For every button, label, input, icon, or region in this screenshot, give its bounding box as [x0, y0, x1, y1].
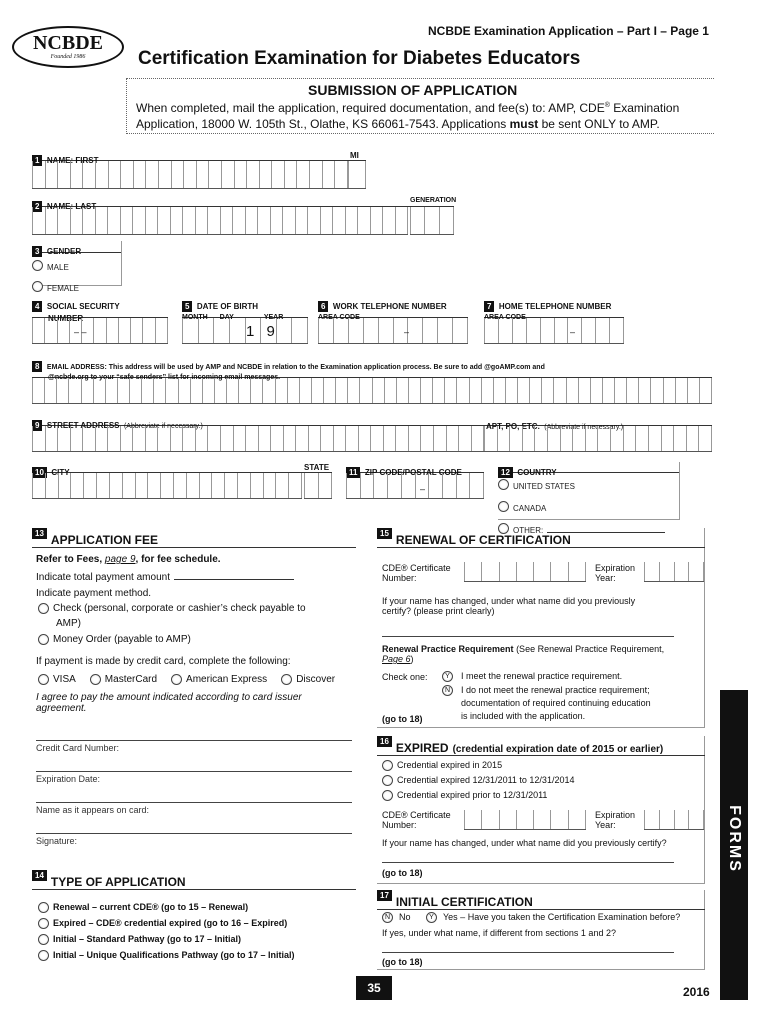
expired-exp-year-input[interactable] — [644, 810, 704, 830]
radio-circle-icon[interactable] — [32, 260, 43, 271]
card-label: VISA — [53, 674, 76, 686]
zip-input[interactable] — [346, 473, 484, 499]
gender-male-option[interactable] — [32, 257, 121, 275]
dob-input[interactable] — [182, 318, 308, 344]
renewal-no-line-3: is included with the application. — [461, 711, 586, 721]
footer-year: 2016 — [683, 985, 710, 999]
section-number: 14 — [32, 870, 47, 881]
exp-label-2: Year: — [595, 820, 616, 830]
section-number: 9 — [32, 420, 42, 431]
section-1-header — [32, 150, 366, 165]
section-number: 12 — [498, 467, 513, 478]
registered-mark: ® — [604, 102, 610, 109]
radio-circle-icon[interactable] — [32, 281, 43, 292]
section-7-header — [484, 296, 624, 321]
logo-text: NCBDE — [32, 32, 103, 54]
name-changed-line-1: If your name has changed, under what name did you previously — [382, 596, 636, 606]
apt-label: APT, PO, ETC. — [486, 422, 540, 431]
radio-circle-icon[interactable] — [171, 674, 182, 685]
radio-circle-icon[interactable] — [38, 902, 49, 913]
option-label: Credential expired in 2015 — [397, 760, 503, 770]
radio-circle-icon[interactable] — [90, 674, 101, 685]
work-phone-sep: – — [404, 327, 410, 337]
email-label: EMAIL ADDRESS: This address will be used by AMP and NCBDE in relation to the Examination application process. Be sure to add @goAMP.com and — [46, 364, 545, 371]
expired-name-changed: If your name has changed, under what name did you previously certify? — [382, 838, 667, 848]
section-5-header — [182, 296, 308, 321]
section-number: 8 — [32, 361, 42, 372]
ssn-separators: – – — [74, 327, 87, 337]
section-number: 5 — [182, 301, 192, 312]
option-label: I meet the renewal practice requirement. — [461, 671, 623, 681]
year-prefix: 1 9 — [246, 323, 279, 340]
country-canada-option[interactable] — [498, 498, 679, 516]
agree-text — [36, 692, 302, 714]
option-label: OTHER: — [513, 526, 544, 535]
name-last-label: NAME: LAST — [46, 202, 97, 211]
card-mastercard-option[interactable] — [90, 674, 157, 685]
payment-method-label: Indicate payment method. — [36, 588, 152, 599]
cert-label-1: CDE® Certificate — [382, 810, 451, 820]
renewal-goto: (go to 18) — [382, 714, 423, 724]
renewal-practice-yes-option[interactable] — [442, 671, 622, 682]
expired-cert-label — [382, 810, 451, 830]
year-label: YEAR — [263, 314, 284, 321]
section-17-header — [377, 890, 705, 910]
section-14-header — [32, 870, 356, 890]
submission-line1-text: When completed, mail the application, required documentation, and fee(s) to: AMP, CDE — [136, 101, 605, 115]
mi-label: MI — [350, 151, 359, 160]
submission-line1-end: Examination — [609, 101, 680, 115]
expired-2015-option[interactable] — [382, 760, 502, 771]
expired-title: EXPIRED — [395, 741, 449, 755]
refer-text: Refer to Fees, — [36, 554, 105, 565]
option-label: Initial – Unique Qualifications Pathway (go to 17 – Initial) — [53, 950, 295, 960]
section-number: 13 — [32, 528, 47, 539]
expired-2011-2014-option[interactable] — [382, 775, 574, 786]
radio-y-icon[interactable]: Y — [426, 912, 437, 923]
renewal-title: RENEWAL OF CERTIFICATION — [395, 533, 571, 547]
day-label: DAY — [219, 314, 234, 321]
radio-circle-icon[interactable] — [38, 918, 49, 929]
section-number: 6 — [318, 301, 328, 312]
total-amount-input[interactable] — [174, 579, 294, 580]
renewal-exp-year-input[interactable] — [644, 562, 704, 582]
city-label: CITY — [51, 468, 70, 477]
gender-female-option[interactable] — [32, 278, 121, 296]
type-of-application-title: TYPE OF APPLICATION — [50, 875, 186, 889]
street-input[interactable] — [32, 426, 484, 452]
radio-circle-icon[interactable] — [38, 634, 49, 645]
radio-circle-icon[interactable] — [38, 934, 49, 945]
month-label: MONTH — [182, 314, 208, 321]
radio-circle-icon[interactable] — [38, 603, 49, 614]
ssn-input[interactable] — [32, 318, 168, 344]
card-type-row — [38, 674, 335, 685]
agree-line-1: I agree to pay the amount indicated according to card issuer — [36, 692, 302, 703]
home-phone-label: HOME TELEPHONE NUMBER — [498, 302, 612, 311]
section-number: 16 — [377, 736, 392, 747]
payment-check-option[interactable] — [38, 603, 306, 614]
gender-label: GENDER — [46, 247, 82, 256]
radio-circle-icon[interactable] — [38, 674, 49, 685]
initial-previous-name-line[interactable] — [382, 952, 674, 953]
submission-line2-end: be sent ONLY to AMP. — [538, 117, 660, 131]
fee-total-row — [36, 572, 294, 583]
name-on-card-label: Name as it appears on card: — [36, 805, 150, 815]
refer-text-end: , for fee schedule. — [135, 554, 221, 565]
application-fee-title: APPLICATION FEE — [50, 533, 159, 547]
option-label: Yes – Have you taken the Certification Examination before? — [443, 912, 681, 922]
section-13-header — [32, 528, 356, 548]
renewal-cert-number-input[interactable] — [464, 562, 586, 582]
initial-goto: (go to 18) — [382, 957, 423, 967]
option-label: MALE — [47, 263, 69, 272]
cert-label-1: CDE® Certificate — [382, 563, 451, 573]
type-initial-standard-option[interactable] — [38, 934, 241, 945]
section-number: 7 — [484, 301, 494, 312]
exp-label-1: Expiration — [595, 563, 636, 573]
expired-prior-2011-option[interactable] — [382, 790, 547, 801]
radio-n-icon[interactable]: N — [382, 912, 393, 923]
option-label: I do not meet the renewal practice requirement; — [461, 685, 650, 695]
option-label: Renewal – current CDE® (go to 15 – Renewal) — [53, 902, 249, 912]
option-label: Expired – CDE® credential expired (go to 16 – Expired) — [53, 918, 288, 928]
expired-previous-name-line[interactable] — [382, 862, 674, 863]
section-4-header — [32, 296, 168, 323]
radio-circle-icon[interactable] — [281, 674, 292, 685]
option-label: UNITED STATES — [513, 482, 575, 491]
radio-circle-icon[interactable] — [38, 950, 49, 961]
section-8-header — [32, 356, 712, 381]
practice-note-end: ) — [410, 654, 414, 664]
total-label: Indicate total payment amount — [36, 572, 170, 583]
ssn-label: SOCIAL SECURITY — [46, 302, 120, 311]
street-note: (Abbreviate if necessary.) — [123, 423, 203, 430]
payment-money-order-option[interactable] — [38, 634, 191, 645]
section-12-box — [498, 462, 680, 535]
option-label: Credential expired prior to 12/31/2011 — [397, 790, 548, 800]
section-2-header — [32, 196, 457, 211]
page-title: Certification Examination for Diabetes Educators — [138, 48, 581, 69]
initial-if-yes: If yes, under what name, if different from sections 1 and 2? — [382, 928, 616, 938]
submission-heading: SUBMISSION OF APPLICATION — [308, 82, 518, 98]
submission-line2 — [136, 117, 660, 131]
radio-y-icon[interactable]: Y — [442, 671, 453, 682]
expired-goto: (go to 18) — [382, 868, 423, 878]
option-label: No — [399, 912, 411, 922]
section-16-header — [377, 736, 705, 756]
section-3-box — [32, 241, 122, 293]
exp-label-2: Year: — [595, 573, 616, 583]
agree-line-2: agreement. — [36, 703, 87, 714]
ssn-label-2: NUMBER — [48, 314, 84, 323]
forms-tab-label: FORMS — [726, 805, 743, 873]
radio-circle-icon[interactable] — [382, 790, 393, 801]
credit-card-intro: If payment is made by credit card, complete the following: — [36, 656, 291, 667]
card-label: MasterCard — [104, 674, 158, 686]
middle-initial-input[interactable] — [348, 161, 366, 189]
expired-exp-label — [595, 810, 635, 830]
home-phone-input[interactable] — [484, 318, 624, 344]
expired-title-note: (credential expiration date of 2015 or earlier) — [452, 744, 664, 755]
logo-founded: Founded 1986 — [50, 54, 86, 60]
section-number: 10 — [32, 467, 47, 478]
zip-label: ZIP CODE/POSTAL CODE — [364, 468, 462, 477]
section-number: 17 — [377, 890, 392, 901]
work-phone-input[interactable] — [318, 318, 468, 344]
initial-no-option[interactable] — [382, 912, 411, 923]
practice-title: Renewal Practice Requirement — [382, 644, 514, 654]
apt-note: (Abbreviate if necessary.) — [544, 424, 624, 431]
first-name-input[interactable] — [32, 161, 348, 189]
section-number: 2 — [32, 201, 42, 212]
card-label: Discover — [296, 674, 336, 686]
payment-check-label-2: AMP) — [56, 618, 81, 629]
section-15-header — [377, 528, 705, 548]
last-name-input[interactable] — [32, 207, 408, 235]
area-code-label: AREA CODE — [484, 314, 526, 321]
radio-n-icon[interactable]: N — [442, 685, 453, 696]
email-input[interactable] — [32, 378, 712, 404]
type-expired-option[interactable] — [38, 918, 287, 929]
radio-circle-icon[interactable] — [382, 760, 393, 771]
expiration-date-line[interactable] — [36, 771, 352, 772]
card-amex-option[interactable] — [171, 674, 267, 685]
section-number: 11 — [346, 467, 360, 478]
renewal-no-line-2: documentation of required continuing education — [461, 698, 651, 708]
page-label: NCBDE Examination Application – Part I – Page 1 — [428, 24, 709, 38]
type-initial-unique-option[interactable] — [38, 950, 295, 961]
renewal-exp-label — [595, 563, 635, 583]
home-phone-sep: – — [570, 327, 576, 337]
credit-card-number-line[interactable] — [36, 740, 352, 741]
section-6-header — [318, 296, 468, 321]
generation-label: GENERATION — [410, 197, 457, 204]
name-on-card-line[interactable] — [36, 802, 352, 803]
forms-side-tab — [720, 690, 748, 1000]
renewal-practice-text — [382, 644, 664, 664]
option-label: Credential expired 12/31/2011 to 12/31/2014 — [397, 775, 575, 785]
page-number-box: 35 — [356, 976, 392, 1000]
must-text: must — [509, 117, 539, 131]
option-label: FEMALE — [47, 284, 80, 293]
radio-circle-icon[interactable] — [498, 479, 509, 490]
ncbde-logo — [12, 26, 124, 68]
check-one-label: Check one: — [382, 672, 428, 682]
card-discover-option[interactable] — [281, 674, 335, 685]
practice-page-link[interactable]: Page 6 — [382, 654, 411, 664]
dob-label: DATE OF BIRTH — [196, 302, 259, 311]
cert-label-2: Number: — [382, 573, 417, 583]
expiration-date-label: Expiration Date: — [36, 774, 101, 784]
email-label-2: @ncbde.org to your “safe senders” list for incoming email messages. — [48, 374, 281, 381]
submission-line2-text: Application, 18000 W. 105th St., Olathe, KS 66061-7543. Applications — [136, 117, 510, 131]
section-10-header — [32, 462, 332, 477]
renewal-previous-name-line[interactable] — [382, 636, 674, 637]
city-input[interactable] — [32, 473, 302, 499]
option-label: Initial – Standard Pathway (go to 17 – Initial) — [53, 934, 242, 944]
exp-label-1: Expiration — [595, 810, 636, 820]
work-phone-label: WORK TELEPHONE NUMBER — [332, 302, 447, 311]
radio-circle-icon[interactable] — [382, 775, 393, 786]
country-us-option[interactable] — [498, 476, 679, 494]
state-label: STATE — [304, 463, 330, 472]
generation-input[interactable] — [410, 207, 454, 235]
practice-note: (See Renewal Practice Requirement, — [513, 644, 665, 654]
renewal-practice-no-option[interactable] — [442, 685, 650, 696]
section-number: 1 — [32, 155, 42, 166]
card-visa-option[interactable] — [38, 674, 76, 685]
check-label: Check (personal, corporate or cashier’s check payable to — [53, 603, 306, 615]
initial-yes-option[interactable] — [426, 912, 680, 923]
submission-line1 — [136, 101, 679, 115]
renewal-name-changed — [382, 596, 635, 616]
credit-card-number-label: Credit Card Number: — [36, 743, 120, 753]
refer-page-link[interactable]: page 9 — [104, 554, 136, 565]
name-first-label: NAME: FIRST — [46, 156, 99, 165]
type-renewal-option[interactable] — [38, 902, 248, 913]
cert-label-2: Number: — [382, 820, 417, 830]
section-number: 4 — [32, 301, 42, 312]
money-order-label: Money Order (payable to AMP) — [53, 634, 191, 646]
apt-input[interactable] — [484, 426, 712, 452]
signature-label: Signature: — [36, 836, 78, 846]
renewal-cert-label — [382, 563, 451, 583]
name-changed-line-2: certify? (please print clearly) — [382, 606, 495, 616]
zip-sep: – — [420, 484, 426, 494]
expired-cert-number-input[interactable] — [464, 810, 586, 830]
section-11-header — [346, 462, 484, 477]
option-label: CANADA — [513, 504, 547, 513]
area-code-label: AREA CODE — [318, 314, 360, 321]
initial-title: INITIAL CERTIFICATION — [395, 895, 533, 909]
fee-refer-text — [36, 554, 221, 565]
section-number: 3 — [32, 246, 42, 257]
street-label: STREET ADDRESS — [46, 421, 120, 430]
country-label: COUNTRY — [517, 468, 557, 477]
signature-line[interactable] — [36, 833, 352, 834]
section-number: 15 — [377, 528, 392, 539]
card-label: American Express — [186, 674, 268, 686]
radio-circle-icon[interactable] — [498, 501, 509, 512]
state-input[interactable] — [304, 473, 332, 499]
